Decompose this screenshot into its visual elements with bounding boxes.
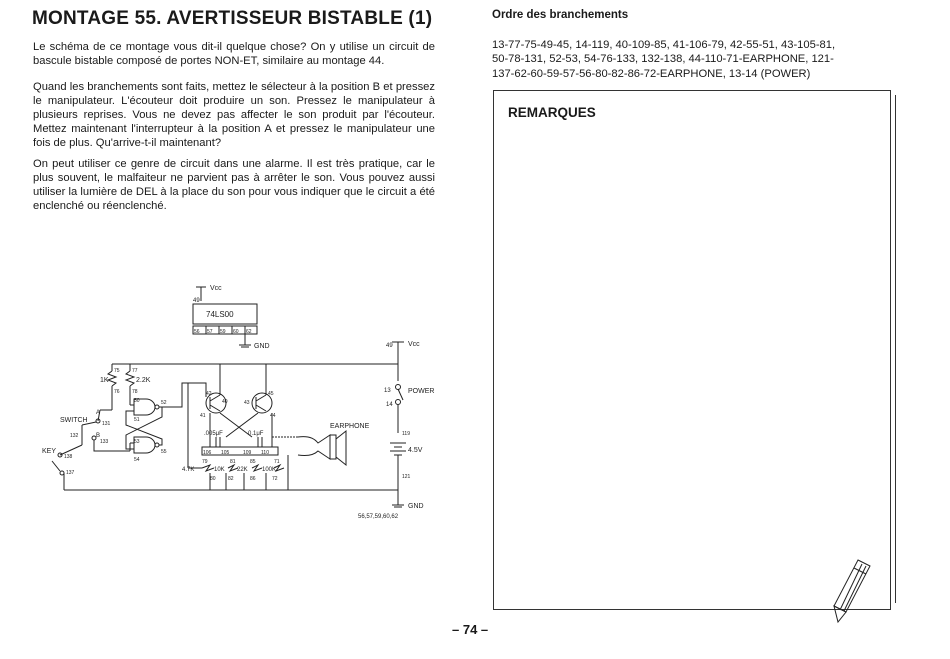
gnd-pin-62: 62 xyxy=(246,329,252,335)
pin-40-label: 40 xyxy=(222,399,228,405)
resistor-22k-label: 22K xyxy=(237,467,248,473)
pin-42-label: 42 xyxy=(206,391,212,397)
earphone-label: EARPHONE xyxy=(330,423,370,430)
pin-72-label: 72 xyxy=(272,476,278,482)
pin-137-label: 137 xyxy=(66,470,75,476)
instructions-paragraph: Quand les branchements sont faits, mettez le sélecteur à la position B et pressez le manipulateur. L'écouteur doit produire un son. Pressez le manipulateur à plusieurs reprises. Vous ne devez pas affecter le son produit par l'écouteur. Mettez maintenant l'interrupteur à la position A et pressez le manipulateur une fois de plus. Qu'arrive-t-il maintenant? xyxy=(33,81,435,149)
pin-109-label: 109 xyxy=(243,450,252,456)
pin-106-label: 106 xyxy=(203,450,212,456)
resistor-10k-label: 10K xyxy=(214,467,225,473)
pin-86-label: 86 xyxy=(250,476,256,482)
pin-79-label: 79 xyxy=(202,459,208,465)
pin-b-label: B xyxy=(96,433,101,439)
pin-77-label: 77 xyxy=(132,368,138,374)
pin-138-label: 138 xyxy=(64,454,73,460)
gnd-label-top: GND xyxy=(254,343,270,350)
remarks-heading: REMARQUES xyxy=(508,105,596,120)
gnd-pin-56: 56 xyxy=(194,329,200,335)
intro-paragraph: Le schéma de ce montage vous dit-il quelque chose? On y utilise un circuit de bascule bistable composé de portes NON-ET, similaire au montage 44. xyxy=(33,41,435,67)
pin-71-label: 71 xyxy=(274,459,280,465)
pin-13-label: 13 xyxy=(384,388,391,394)
pin-80-label: 80 xyxy=(210,476,216,482)
pin-131-label: 131 xyxy=(102,421,111,427)
order-text: 13-77-75-49-45, 14-119, 40-109-85, 41-106-79, 42-55-51, 43-105-81, 50-78-131, 52-53, 54-76-133, 132-138, 44-110-71-EARPHONE, 121-137-62-60-59-57-56-80-82-86-72-EARPHONE, 13-14 (POWER) xyxy=(492,39,836,80)
pin-85-label: 85 xyxy=(250,459,256,465)
pin-105-label: 105 xyxy=(221,450,230,456)
pin-43-label: 43 xyxy=(244,400,250,406)
order-heading: Ordre des branchements xyxy=(492,9,629,21)
pin-44-label: 44 xyxy=(270,413,276,419)
pin-110-label: 110 xyxy=(261,450,269,456)
pin-54-label: 54 xyxy=(134,457,140,463)
pin-81-label: 81 xyxy=(230,459,236,465)
pin-49-right: 49 xyxy=(386,343,393,349)
vcc-label-right: Vcc xyxy=(408,341,420,348)
pin-41-label: 41 xyxy=(200,413,206,419)
gnd-pin-57: 57 xyxy=(207,329,213,335)
pin-132-label: 132 xyxy=(70,433,79,439)
pencil-icon xyxy=(828,556,876,626)
power-label: POWER xyxy=(408,388,435,395)
pin-119-label: 119 xyxy=(402,431,410,437)
pin-52-label: 52 xyxy=(161,400,167,406)
pin-55-label: 55 xyxy=(161,449,167,455)
pin-49-label: 49 xyxy=(193,298,200,304)
pin-53-label: 53 xyxy=(134,439,140,445)
gnd-pin-59: 59 xyxy=(220,329,226,335)
pin-82-label: 82 xyxy=(228,476,234,482)
pin-121-label: 121 xyxy=(402,474,411,480)
usage-paragraph: On peut utiliser ce genre de circuit dans une alarme. Il est très pratique, car le plus souvent, le malfaiteur ne parvient pas à arrêter le son. Vous pouvez aussi utiliser la lumière de DEL à la place du son pour vous indiquer que le circuit a été enclenché ou réenclenché. xyxy=(33,158,435,212)
gnd-pin-60: 60 xyxy=(233,329,239,335)
remarks-box xyxy=(493,90,891,610)
resistor-1k-label: 1K xyxy=(100,377,109,384)
chip-label: 74LS00 xyxy=(206,310,234,319)
battery-label: 4.5V xyxy=(408,447,423,454)
cap-005-label: .005μF xyxy=(204,431,223,437)
page-title: MONTAGE 55. AVERTISSEUR BISTABLE (1) xyxy=(32,8,433,29)
page-number: – 74 – xyxy=(452,622,489,637)
resistor-100k-label: 100K xyxy=(262,467,277,473)
cap-01-label: 0.1μF xyxy=(248,431,264,437)
vcc-label-top: Vcc xyxy=(210,285,222,292)
pin-78-label: 78 xyxy=(132,389,138,395)
pin-75-label: 75 xyxy=(114,368,120,374)
pin-14-label: 14 xyxy=(386,402,393,408)
pin-45-label: 45 xyxy=(268,391,274,397)
pin-50-label: 50 xyxy=(134,398,140,404)
key-label: KEY xyxy=(42,448,57,455)
switch-label: SWITCH xyxy=(60,417,88,424)
resistor-2k2-label: 2.2K xyxy=(136,377,151,384)
pin-76-label: 76 xyxy=(114,389,120,395)
gnd-pins-label: 56,57,59,60,62 xyxy=(358,514,399,520)
resistor-4k7-label: 4.7K xyxy=(182,467,195,473)
pin-133-label: 133 xyxy=(100,439,109,445)
gnd-label-right: GND xyxy=(408,503,424,510)
pin-a-label: A xyxy=(96,410,101,416)
pin-51-label: 51 xyxy=(134,417,140,423)
circuit-schematic xyxy=(30,275,440,535)
